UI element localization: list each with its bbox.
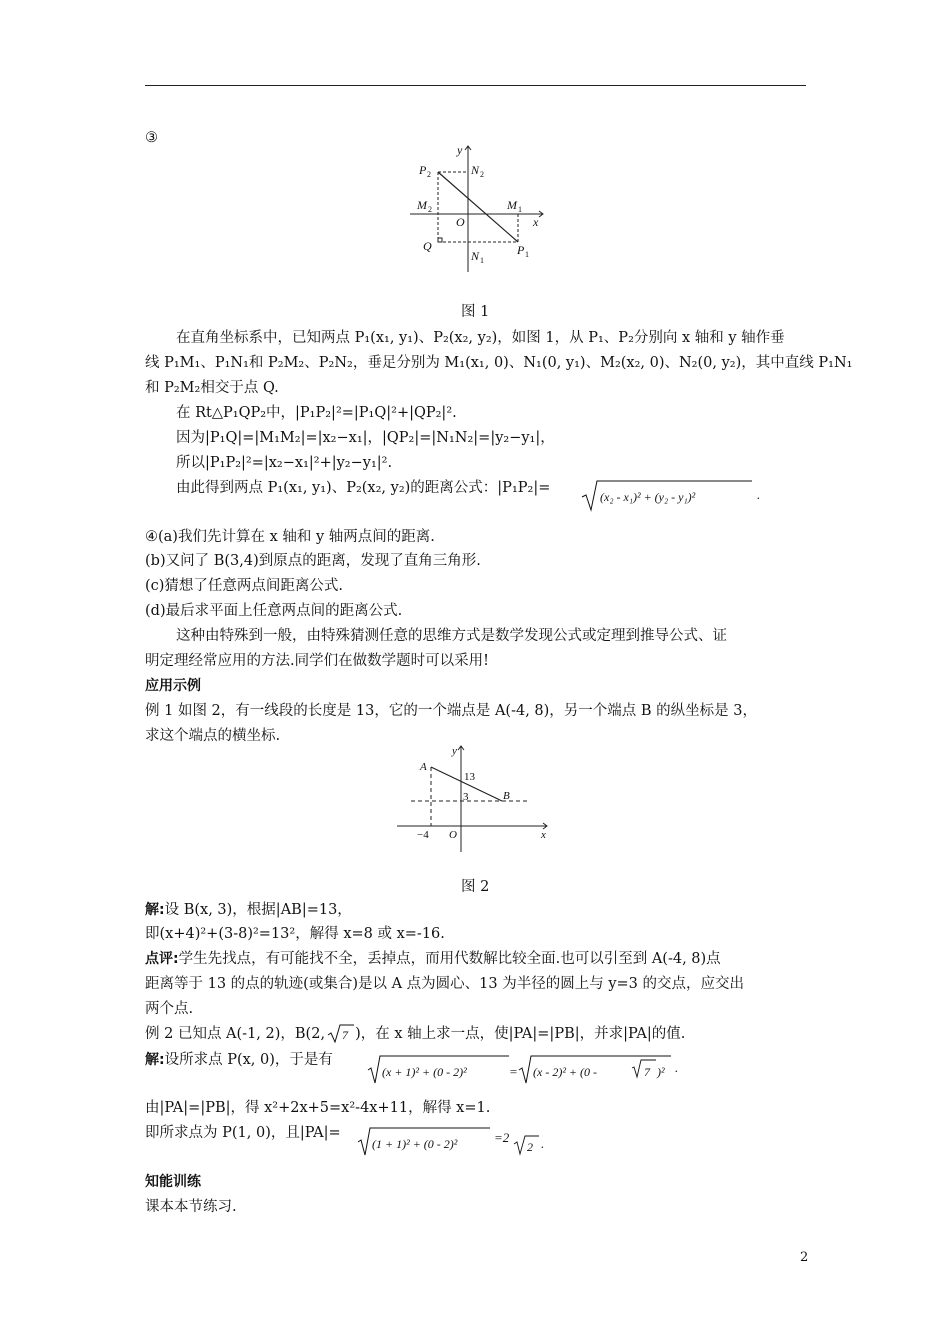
svg-text:.: . [541, 1136, 545, 1151]
heading-examples: 应用示例 [145, 678, 201, 694]
distance-formula [580, 477, 765, 513]
heading-training: 知能训练 [145, 1174, 201, 1190]
svg-text:2: 2 [527, 1140, 533, 1154]
fig1-label-n2: N [471, 163, 480, 177]
solution2-line3: 即所求点为 P(1, 0)，且|PA|= [145, 1125, 341, 1141]
solution1-line1: 解:设 B(x, 3)，根据|AB|=13， [145, 902, 352, 918]
fig2-label-x: x [541, 829, 546, 841]
fig2-label-13: 13 [464, 771, 475, 783]
svg-text:1: 1 [480, 256, 484, 265]
page-number: 2 [800, 1250, 809, 1265]
step-1: 在 Rt△P₁QP₂中，|P₁P₂|²=|P₁Q|²+|QP₂|². [176, 405, 457, 421]
svg-text:7: 7 [342, 1028, 349, 1042]
pa-value-formula [356, 1122, 556, 1160]
para1-line2: 线 P₁M₁、P₁N₁和 P₂M₂、P₂N₂，垂足分别为 M₁(x₁, 0)、N₁(0, y₁)、M₂(x₂, 0)、N₂(0, y₂)，其中直线 P₁N₁ [145, 355, 853, 371]
list-b: (b)又问了 B(3,4)到原点的距离，发现了直角三角形. [145, 553, 481, 569]
fig1-label-m1: M [507, 198, 517, 212]
svg-text:1: 1 [518, 205, 522, 214]
example1-line1: 例 1 如图 2，有一线段的长度是 13，它的一个端点是 A(-4, 8)，另一个端点 B 的纵坐标是 3， [145, 703, 758, 719]
training-text: 课本本节练习. [145, 1199, 237, 1215]
fig1-label-o: O [456, 215, 465, 229]
summary-line2: 明定理经常应用的方法.同学们在做数学题时可以采用! [145, 653, 489, 669]
fig2-label-minus4: −4 [417, 829, 429, 841]
para1-line3: 和 P₂M₂相交于点 Q. [145, 380, 279, 396]
right-angle-mark [438, 238, 442, 242]
fig1-label-q: Q [423, 239, 432, 253]
fig2-label-o: O [449, 829, 457, 841]
example1-line2: 求这个端点的横坐标. [145, 728, 281, 744]
svg-text:)²: )² [657, 1065, 665, 1079]
figure-2-caption: 图 2 [461, 879, 490, 895]
comment-line1: 点评:学生先找点，有可能找不全，丢掉点，而用代数解比较全面.也可以引至到 A(-4, 8)点 [145, 951, 721, 967]
svg-text:=2: =2 [494, 1130, 510, 1145]
svg-text:(x + 1)² + (0 - 2)²: (x + 1)² + (0 - 2)² [382, 1065, 467, 1079]
solution2-line2: 由|PA|=|PB|，得 x²+2x+5=x²-4x+11，解得 x=1. [145, 1100, 491, 1116]
fig1-label-x: x [533, 215, 539, 229]
sqrt7-radical [327, 1023, 357, 1043]
svg-text:1: 1 [525, 250, 529, 259]
fig1-label-m2: M [417, 198, 427, 212]
solution1-line2: 即(x+4)²+(3-8)²=13²，解得 x=8 或 x=-16. [145, 926, 445, 942]
solution2-line1: 解:设所求点 P(x, 0)，于是有 [145, 1052, 333, 1068]
svg-text:(x - 2)² + (0 -: (x - 2)² + (0 - [533, 1065, 598, 1079]
fig1-label-y: y [457, 143, 463, 157]
segment-p1p2 [438, 172, 518, 242]
svg-text:2: 2 [480, 170, 484, 179]
fig2-label-y: y [452, 745, 457, 757]
fig1-label-p1: P [517, 243, 525, 257]
fig1-label-p2: P [419, 163, 427, 177]
figure-1-caption: 图 1 [461, 304, 490, 320]
svg-text:2: 2 [428, 205, 432, 214]
fig2-label-b: B [503, 790, 510, 802]
svg-text:=: = [509, 1064, 518, 1079]
svg-text:7: 7 [644, 1065, 650, 1079]
fig1-label-n1: N [471, 249, 480, 263]
comment-line2: 距离等于 13 的点的轨迹(或集合)是以 A 点为圆心、13 为半径的圆上与 y=3 的交点，应交出 [145, 976, 745, 992]
fig2-label-a: A [420, 761, 427, 773]
svg-text:(1 + 1)² + (0 - 2)²: (1 + 1)² + (0 - 2)² [372, 1137, 458, 1151]
step-2: 因为|P₁Q|=|M₁M₂|=|x₂−x₁|，|QP₂|=|N₁N₂|=|y₂−y₁|， [176, 430, 555, 446]
summary-line1: 这种由特殊到一般，由特殊猜测任意的思维方式是数学发现公式或定理到推导公式、证 [176, 628, 727, 644]
example2-line: 例 2 已知点 A(-1, 2)，B(2, 7 )，在 x 轴上求一点，使|PA|=|PB|，并求|PA|的值. [145, 1024, 685, 1044]
list-a: ④(a)我们先计算在 x 轴和 y 轴两点间的距离. [145, 529, 435, 545]
comment-line3: 两个点. [145, 1001, 194, 1017]
header-rule [145, 85, 806, 86]
fig2-label-3: 3 [463, 791, 469, 803]
list-d: (d)最后求平面上任意两点间的距离公式. [145, 603, 403, 619]
figure-2 [395, 742, 555, 854]
svg-text:2: 2 [427, 170, 431, 179]
equation-pa-pb [366, 1050, 691, 1088]
step-3: 所以|P₁P₂|²=|x₂−x₁|²+|y₂−y₁|². [176, 455, 393, 471]
step-4: 由此得到两点 P₁(x₁, y₁)、P₂(x₂, y₂)的距离公式：|P₁P₂|= [176, 480, 551, 496]
svg-text:(x₂ - x₁)² + (y₂ - y₁)²: (x₂ - x₁)² + (y₂ - y₁)² [600, 490, 696, 504]
svg-text:.: . [675, 1060, 679, 1075]
figure-1 [405, 142, 550, 278]
section-mark: ③ [145, 130, 158, 146]
list-c: (c)猜想了任意两点间距离公式. [145, 578, 344, 594]
svg-text:.: . [757, 487, 761, 502]
para1-line1: 在直角坐标系中，已知两点 P₁(x₁, y₁)、P₂(x₂, y₂)，如图 1，从 P₁、P₂分别向 x 轴和 y 轴作垂 [176, 330, 785, 346]
